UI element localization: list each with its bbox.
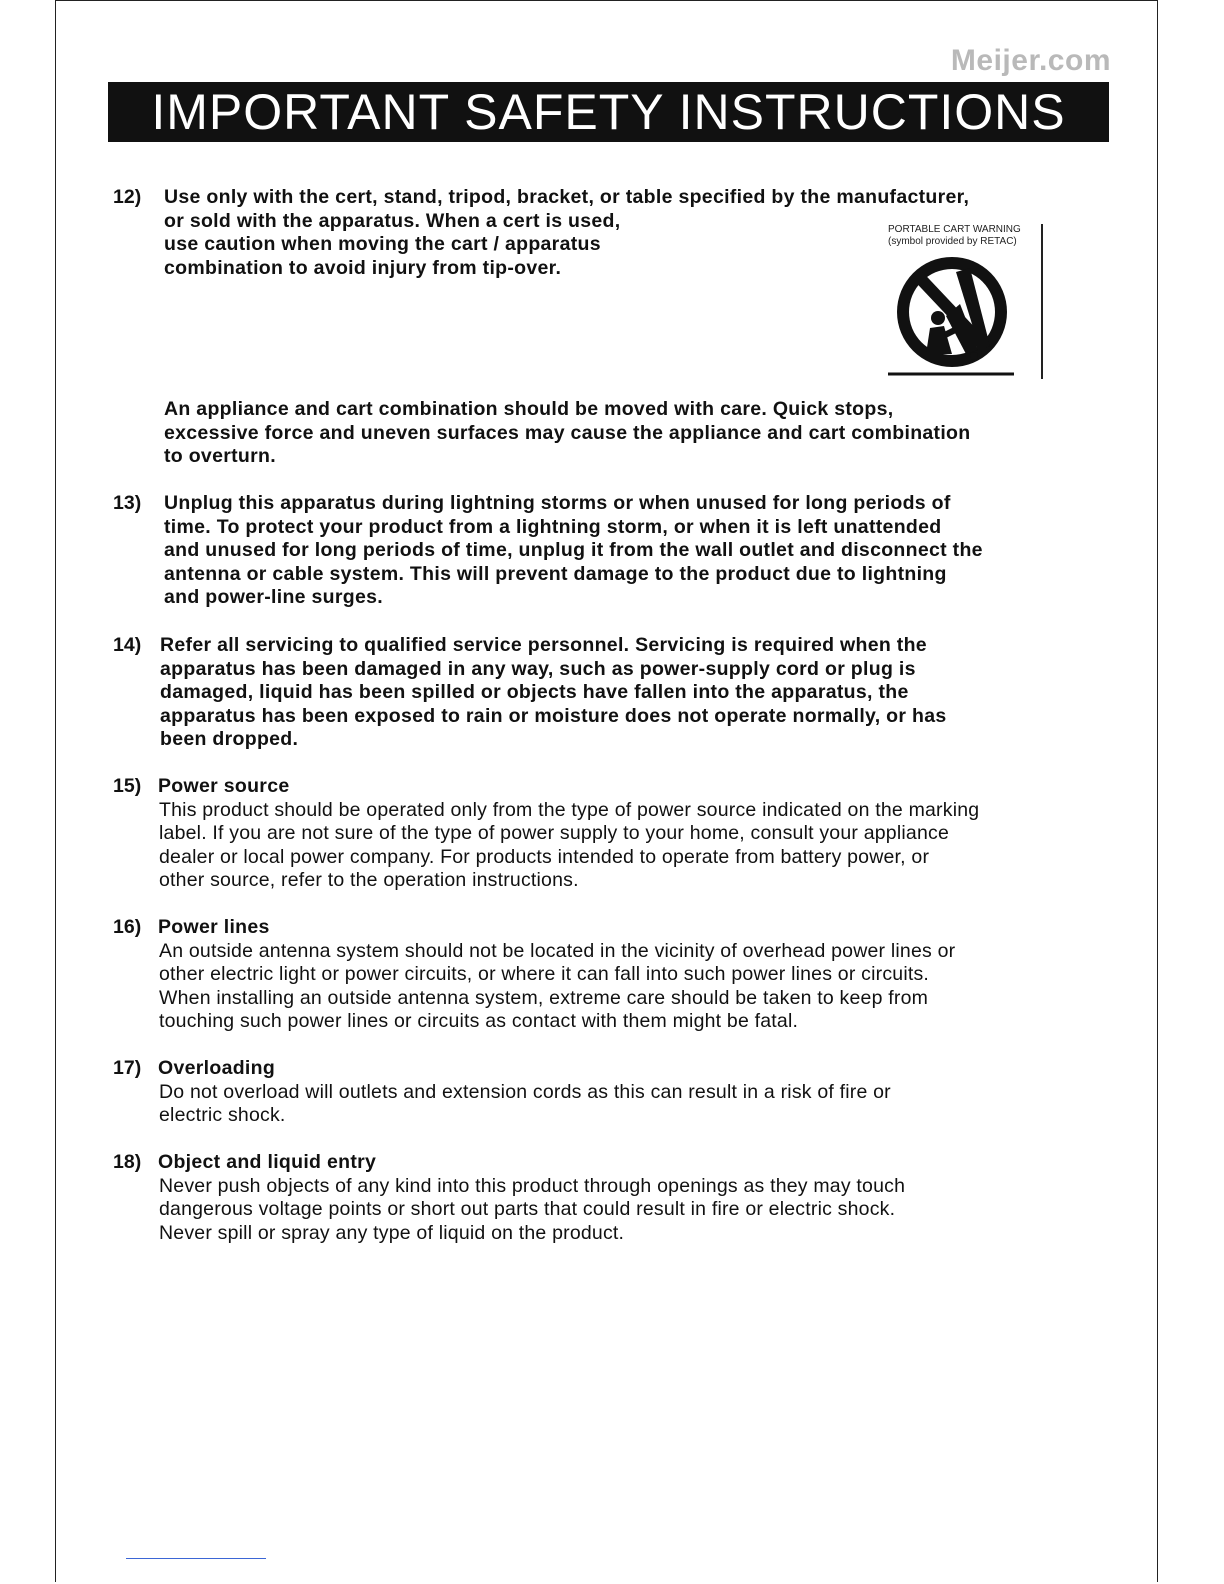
item-number: 18) [113, 1151, 142, 1173]
footer-rule [126, 1558, 266, 1559]
item-text [159, 1175, 1109, 1246]
text-line: and power-line surges. [164, 586, 383, 609]
portable-cart-warning-figure [886, 224, 1046, 384]
text-line: excessive force and uneven surfaces may cause the appliance and cart combination [164, 421, 971, 444]
item-text [159, 799, 1109, 893]
watermark: Meijer.com [950, 44, 1111, 77]
text-line: been dropped. [160, 728, 299, 751]
item-number: 13) [113, 492, 142, 514]
portable-cart-warning-icon [886, 254, 1036, 380]
text-line: touching such power lines or circuits as contact with them might be fatal. [159, 1010, 799, 1033]
figure-divider [1041, 224, 1043, 379]
item-text-continued [164, 398, 970, 469]
text-line: other electric light or power circuits, or where it can fall into such power lines or circuits. [159, 963, 930, 986]
text-line: time. To protect your product from a lightning storm, or when it is left unattended [164, 515, 942, 538]
text-line: combination to avoid injury from tip-over. [164, 256, 562, 279]
item-heading: Object and liquid entry [158, 1151, 377, 1173]
text-line: antenna or cable system. This will prevent damage to the product due to lightning [164, 562, 947, 585]
text-line: An appliance and cart combination should be moved with care. Quick stops, [164, 398, 894, 420]
text-line: apparatus has been exposed to rain or moisture does not operate normally, or has [160, 704, 947, 727]
page-title: IMPORTANT SAFETY INSTRUCTIONS [108, 82, 1109, 142]
item-number: 16) [113, 916, 142, 938]
text-line: Unplug this apparatus during lightning storms or when unused for long periods of [164, 492, 951, 514]
item-number: 17) [113, 1057, 142, 1079]
item-number: 14) [113, 634, 142, 656]
caption-line: (symbol provided by RETAC) [888, 236, 1017, 247]
text-line: to overturn. [164, 445, 276, 468]
text-line: When installing an outside antenna system, extreme care should be taken to keep from [159, 986, 929, 1009]
text-line: dealer or local power company. For products intended to operate from battery power, or [159, 845, 930, 868]
text-line: Never push objects of any kind into this product through openings as they may touch [159, 1174, 906, 1197]
item-number: 12) [113, 186, 142, 208]
item-text [164, 186, 969, 280]
item-heading: Power lines [158, 916, 270, 938]
text-line: label. If you are not sure of the type of power supply to your home, consult your appliance [159, 822, 949, 845]
text-line: use caution when moving the cart / apparatus [164, 233, 601, 256]
item-text [159, 1081, 1109, 1128]
text-line: or sold with the apparatus. When a cert is used, [164, 209, 621, 232]
figure-caption [888, 224, 1021, 248]
text-line: Never spill or spray any type of liquid on the product. [159, 1221, 625, 1244]
item-heading: Overloading [158, 1057, 276, 1079]
item-number: 15) [113, 775, 142, 797]
text-line: Refer all servicing to qualified service personnel. Servicing is required when the [160, 634, 927, 656]
text-line: other source, refer to the operation instructions. [159, 869, 579, 892]
item-text [164, 492, 983, 610]
item-text [159, 940, 1109, 1034]
text-line: Do not overload will outlets and extension cords as this can result in a risk of fire or [159, 1080, 891, 1103]
text-line: dangerous voltage points or short out parts that could result in fire or electric shock. [159, 1198, 896, 1221]
text-line: Use only with the cert, stand, tripod, bracket, or table specified by the manufacturer, [164, 186, 970, 208]
text-line: damaged, liquid has been spilled or objects have fallen into the apparatus, the [160, 681, 909, 704]
caption-line: PORTABLE CART WARNING [888, 224, 1021, 235]
item-heading: Power source [158, 775, 290, 797]
text-line: An outside antenna system should not be located in the vicinity of overhead power lines or [159, 939, 956, 962]
item-text [160, 634, 947, 752]
text-line: electric shock. [159, 1104, 286, 1127]
text-line: This product should be operated only from the type of power source indicated on the marking [159, 798, 980, 821]
text-line: apparatus has been damaged in any way, such as power-supply cord or plug is [160, 657, 916, 680]
text-line: and unused for long periods of time, unplug it from the wall outlet and disconnect the [164, 539, 983, 562]
